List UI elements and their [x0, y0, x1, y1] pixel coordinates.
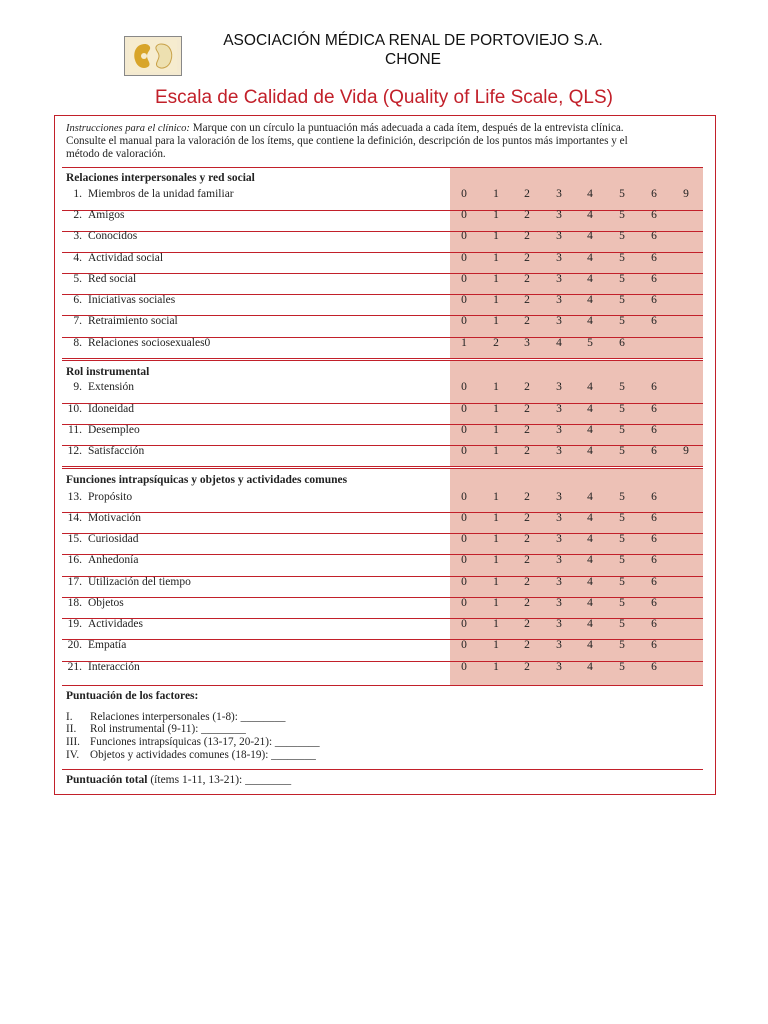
item-label: Satisfacción: [88, 445, 145, 457]
item-label: Interacción: [88, 661, 140, 673]
score-option[interactable]: 6: [651, 491, 657, 503]
score-option[interactable]: 1: [493, 491, 499, 503]
divider: [62, 769, 703, 770]
score-option[interactable]: 0: [461, 294, 467, 306]
score-option[interactable]: 2: [524, 639, 530, 651]
factors-title: Puntuación de los factores:: [66, 690, 199, 702]
score-options: [450, 252, 703, 265]
score-options: [450, 188, 703, 201]
item-number: 21.: [67, 661, 82, 673]
score-option[interactable]: 6: [651, 618, 657, 630]
score-option[interactable]: 3: [556, 252, 562, 264]
score-option[interactable]: 0: [461, 403, 467, 415]
score-option[interactable]: 4: [587, 512, 593, 524]
section-title: Funciones intrapsíquicas y objetos y actividades comunes: [66, 474, 348, 486]
score-option[interactable]: 1: [461, 337, 467, 349]
score-option[interactable]: 5: [619, 554, 625, 566]
item-number: 18.: [67, 597, 82, 609]
score-options: [450, 533, 703, 546]
score-options: [450, 424, 703, 437]
score-options: [450, 337, 703, 350]
score-options: [450, 639, 703, 652]
score-option[interactable]: 2: [524, 512, 530, 524]
table-row: [62, 205, 703, 226]
score-option[interactable]: 2: [524, 533, 530, 545]
score-option[interactable]: 2: [524, 554, 530, 566]
score-option[interactable]: 0: [461, 230, 467, 242]
table-row: [62, 248, 703, 269]
score-option[interactable]: 3: [556, 445, 562, 457]
score-option[interactable]: 3: [556, 381, 562, 393]
score-option[interactable]: 4: [587, 273, 593, 285]
score-option[interactable]: 4: [587, 403, 593, 415]
table-row: [62, 529, 703, 550]
score-options: [450, 381, 703, 394]
score-option[interactable]: 2: [524, 230, 530, 242]
score-option[interactable]: 1: [493, 230, 499, 242]
item-number: 2.: [73, 209, 82, 221]
score-option[interactable]: 0: [461, 445, 467, 457]
score-option[interactable]: 1: [493, 445, 499, 457]
score-option[interactable]: 4: [587, 188, 593, 200]
score-option[interactable]: 5: [619, 576, 625, 588]
score-option[interactable]: 0: [461, 533, 467, 545]
score-option[interactable]: 3: [556, 512, 562, 524]
score-option[interactable]: 3: [556, 209, 562, 221]
score-option[interactable]: 1: [493, 315, 499, 327]
score-option[interactable]: 2: [524, 597, 530, 609]
score-option[interactable]: 5: [619, 661, 625, 673]
score-option[interactable]: 4: [587, 597, 593, 609]
item-label: Motivación: [88, 512, 142, 524]
score-option[interactable]: 3: [556, 491, 562, 503]
score-option[interactable]: 2: [524, 252, 530, 264]
table-row: [62, 333, 703, 354]
item-number: 20.: [67, 639, 82, 651]
item-number: 6.: [73, 294, 82, 306]
item-label: Curiosidad: [88, 533, 139, 545]
score-option[interactable]: 2: [524, 491, 530, 503]
score-option[interactable]: 3: [556, 661, 562, 673]
score-option[interactable]: 6: [651, 403, 657, 415]
item-label: Relaciones sociosexuales0: [88, 337, 211, 349]
score-option[interactable]: 0: [461, 576, 467, 588]
score-option[interactable]: 6: [651, 188, 657, 200]
score-option[interactable]: 0: [461, 273, 467, 285]
score-option[interactable]: 3: [556, 533, 562, 545]
item-label: Amigos: [88, 209, 125, 221]
score-option[interactable]: 5: [587, 337, 593, 349]
score-option[interactable]: 4: [587, 618, 593, 630]
table-row: [62, 399, 703, 420]
score-option[interactable]: 3: [556, 554, 562, 566]
item-number: 3.: [73, 230, 82, 242]
item-number: 14.: [67, 512, 82, 524]
score-option[interactable]: 5: [619, 381, 625, 393]
table-row: [62, 487, 703, 508]
score-options: [450, 294, 703, 307]
item-number: 16.: [67, 554, 82, 566]
score-option[interactable]: 4: [587, 554, 593, 566]
score-option[interactable]: 4: [587, 533, 593, 545]
score-option[interactable]: 3: [556, 230, 562, 242]
item-label: Miembros de la unidad familiar: [88, 188, 234, 200]
item-number: 13.: [67, 491, 82, 503]
score-option[interactable]: 5: [619, 294, 625, 306]
item-number: 9.: [73, 381, 82, 393]
score-option[interactable]: 4: [587, 381, 593, 393]
score-option[interactable]: 5: [619, 597, 625, 609]
item-number: 1.: [73, 188, 82, 200]
table-row: [62, 377, 703, 398]
item-number: 11.: [68, 424, 82, 436]
item-number: 10.: [67, 403, 82, 415]
item-number: 5.: [73, 273, 82, 285]
score-option[interactable]: 5: [619, 209, 625, 221]
divider: [62, 685, 703, 686]
kidney-logo-icon: [124, 36, 182, 76]
score-option[interactable]: 4: [587, 252, 593, 264]
score-option[interactable]: 1: [493, 639, 499, 651]
page-title: Escala de Calidad de Vida (Quality of Life Scale, QLS): [154, 87, 613, 108]
total-label: Puntuación total: [66, 774, 148, 786]
score-option[interactable]: 1: [493, 294, 499, 306]
score-option[interactable]: 0: [461, 315, 467, 327]
score-option[interactable]: 1: [493, 188, 499, 200]
score-option[interactable]: 4: [587, 230, 593, 242]
score-option[interactable]: 4: [587, 209, 593, 221]
item-label: Extensión: [88, 381, 134, 393]
score-option[interactable]: 5: [619, 252, 625, 264]
item-label: Utilización del tiempo: [88, 576, 191, 588]
score-option[interactable]: 0: [461, 554, 467, 566]
item-label: Propósito: [88, 491, 133, 503]
score-option[interactable]: 6: [651, 230, 657, 242]
score-option[interactable]: 6: [619, 337, 625, 349]
item-number: 17.: [67, 576, 82, 588]
score-options: [450, 618, 703, 631]
org-city: CHONE: [385, 51, 441, 68]
score-option[interactable]: 5: [619, 639, 625, 651]
score-options: [450, 512, 703, 525]
divider: [62, 358, 703, 359]
instructions-line1: Marque con un círculo la puntuación más adecuada a cada ítem, después de la entrevista clínica.: [189, 122, 624, 134]
score-option[interactable]: 6: [651, 252, 657, 264]
score-option[interactable]: 1: [493, 209, 499, 221]
item-label: Anhedonía: [88, 554, 139, 566]
table-row: [62, 420, 703, 441]
item-number: 19.: [67, 618, 82, 630]
score-option[interactable]: 4: [587, 576, 593, 588]
score-options: [450, 209, 703, 222]
score-option[interactable]: 3: [556, 424, 562, 436]
score-option[interactable]: 4: [587, 294, 593, 306]
score-option[interactable]: 5: [619, 512, 625, 524]
score-option[interactable]: 2: [524, 273, 530, 285]
score-option[interactable]: 6: [651, 597, 657, 609]
table-row: [62, 441, 703, 462]
score-option[interactable]: 0: [461, 639, 467, 651]
score-option[interactable]: 3: [556, 597, 562, 609]
score-option[interactable]: 0: [461, 188, 467, 200]
section-title: Rol instrumental: [66, 366, 150, 378]
score-option[interactable]: 5: [619, 445, 625, 457]
score-option[interactable]: 6: [651, 294, 657, 306]
instructions-lead: Instrucciones para el clínico:: [66, 123, 190, 134]
score-option[interactable]: 5: [619, 618, 625, 630]
score-option[interactable]: 5: [619, 273, 625, 285]
score-option[interactable]: 6: [651, 209, 657, 221]
factor-item: IV. Objetos y actividades comunes (18-19): ________: [66, 749, 316, 761]
score-options: [450, 315, 703, 328]
item-number: 4.: [73, 252, 82, 264]
score-option[interactable]: 6: [651, 424, 657, 436]
score-option[interactable]: 2: [524, 315, 530, 327]
score-option[interactable]: 5: [619, 491, 625, 503]
score-option[interactable]: 6: [651, 661, 657, 673]
score-option[interactable]: 4: [587, 491, 593, 503]
score-options: [450, 661, 703, 674]
score-option[interactable]: 2: [524, 576, 530, 588]
score-option[interactable]: 0: [461, 381, 467, 393]
score-option[interactable]: 4: [587, 315, 593, 327]
item-number: 8.: [73, 337, 82, 349]
score-option[interactable]: 9: [683, 445, 689, 457]
item-label: Red social: [88, 273, 137, 285]
score-option[interactable]: 9: [683, 188, 689, 200]
score-option[interactable]: 1: [493, 273, 499, 285]
item-label: Conocidos: [88, 230, 138, 242]
table-row: [62, 550, 703, 571]
item-number: 15.: [67, 533, 82, 545]
score-option[interactable]: 4: [587, 445, 593, 457]
score-option[interactable]: 0: [461, 618, 467, 630]
table-row: [62, 572, 703, 593]
score-option[interactable]: 5: [619, 533, 625, 545]
total-text: (ítems 1-11, 13-21): ________: [147, 774, 292, 786]
item-number: 12.: [67, 445, 82, 457]
score-option[interactable]: 6: [651, 533, 657, 545]
item-label: Actividades: [88, 618, 143, 630]
score-option[interactable]: 1: [493, 597, 499, 609]
score-options: [450, 491, 703, 504]
score-option[interactable]: 3: [556, 188, 562, 200]
score-option[interactable]: 2: [524, 294, 530, 306]
score-option[interactable]: 6: [651, 639, 657, 651]
score-option[interactable]: 0: [461, 597, 467, 609]
org-name: ASOCIACIÓN MÉDICA RENAL DE PORTOVIEJO S.A.: [223, 32, 603, 49]
score-option[interactable]: 0: [461, 424, 467, 436]
score-option[interactable]: 2: [524, 661, 530, 673]
score-option[interactable]: 5: [619, 230, 625, 242]
factor-item: I. Relaciones interpersonales (1-8): ________: [66, 711, 286, 723]
score-options: [450, 597, 703, 610]
score-option[interactable]: 2: [524, 445, 530, 457]
factor-item: III. Funciones intrapsíquicas (13-17, 20-21): ________: [66, 736, 320, 748]
score-option[interactable]: 3: [556, 315, 562, 327]
instructions-line3: método de valoración.: [66, 148, 166, 160]
score-option[interactable]: 3: [556, 639, 562, 651]
score-option[interactable]: 1: [493, 381, 499, 393]
score-option[interactable]: 0: [461, 512, 467, 524]
score-option[interactable]: 5: [619, 315, 625, 327]
score-option[interactable]: 2: [524, 188, 530, 200]
item-label: Retraimiento social: [88, 315, 178, 327]
score-option[interactable]: 6: [651, 512, 657, 524]
total-score: [66, 774, 291, 786]
score-option[interactable]: 4: [587, 661, 593, 673]
score-option[interactable]: 1: [493, 533, 499, 545]
instructions: [66, 122, 706, 161]
score-option[interactable]: 2: [493, 337, 499, 349]
score-option[interactable]: 0: [461, 661, 467, 673]
table-row: [62, 614, 703, 635]
score-options: [450, 273, 703, 286]
score-option[interactable]: 1: [493, 661, 499, 673]
score-option[interactable]: 1: [493, 512, 499, 524]
score-option[interactable]: 0: [461, 491, 467, 503]
score-option[interactable]: 1: [493, 252, 499, 264]
score-option[interactable]: 6: [651, 381, 657, 393]
score-options: [450, 403, 703, 416]
table-row: [62, 311, 703, 332]
score-options: [450, 230, 703, 243]
item-label: Iniciativas sociales: [88, 294, 176, 306]
score-option[interactable]: 6: [651, 273, 657, 285]
score-option[interactable]: 4: [587, 424, 593, 436]
score-option[interactable]: 6: [651, 576, 657, 588]
item-label: Actividad social: [88, 252, 164, 264]
score-option[interactable]: 3: [524, 337, 530, 349]
score-option[interactable]: 2: [524, 424, 530, 436]
score-option[interactable]: 6: [651, 554, 657, 566]
table-row: [62, 635, 703, 656]
score-option[interactable]: 5: [619, 403, 625, 415]
score-option[interactable]: 3: [556, 273, 562, 285]
table-row: [62, 226, 703, 247]
score-option[interactable]: 5: [619, 424, 625, 436]
score-option[interactable]: 1: [493, 554, 499, 566]
table-row: [62, 269, 703, 290]
score-option[interactable]: 6: [651, 445, 657, 457]
item-label: Objetos: [88, 597, 124, 609]
score-option[interactable]: 3: [556, 618, 562, 630]
score-option[interactable]: 2: [524, 209, 530, 221]
score-option[interactable]: 2: [524, 618, 530, 630]
table-row: [62, 290, 703, 311]
score-option[interactable]: 1: [493, 424, 499, 436]
score-option[interactable]: 3: [556, 403, 562, 415]
item-label: Desempleo: [88, 424, 140, 436]
score-option[interactable]: 2: [524, 403, 530, 415]
table-row: [62, 593, 703, 614]
item-label: Empatía: [88, 639, 127, 651]
table-row: [62, 657, 703, 678]
divider: [62, 466, 703, 467]
score-option[interactable]: 0: [461, 209, 467, 221]
score-option[interactable]: 0: [461, 252, 467, 264]
factor-item: II. Rol instrumental (9-11): ________: [66, 723, 246, 735]
table-row: [62, 508, 703, 529]
header: [124, 32, 684, 78]
score-option[interactable]: 6: [651, 315, 657, 327]
score-option[interactable]: 3: [556, 294, 562, 306]
table-row: [62, 184, 703, 205]
instructions-line2: Consulte el manual para la valoración de los ítems, que contiene la definición, descripción de los puntos más importantes y el: [66, 135, 628, 147]
score-option[interactable]: 2: [524, 381, 530, 393]
score-option[interactable]: 3: [556, 576, 562, 588]
score-option[interactable]: 1: [493, 403, 499, 415]
item-label: Idoneidad: [88, 403, 134, 415]
score-option[interactable]: 4: [556, 337, 562, 349]
section-title: Relaciones interpersonales y red social: [66, 172, 255, 184]
score-option[interactable]: 1: [493, 618, 499, 630]
score-option[interactable]: 1: [493, 576, 499, 588]
score-options: [450, 576, 703, 589]
score-options: [450, 445, 703, 458]
score-option[interactable]: 5: [619, 188, 625, 200]
score-options: [450, 554, 703, 567]
item-number: 7.: [73, 315, 82, 327]
score-option[interactable]: 4: [587, 639, 593, 651]
